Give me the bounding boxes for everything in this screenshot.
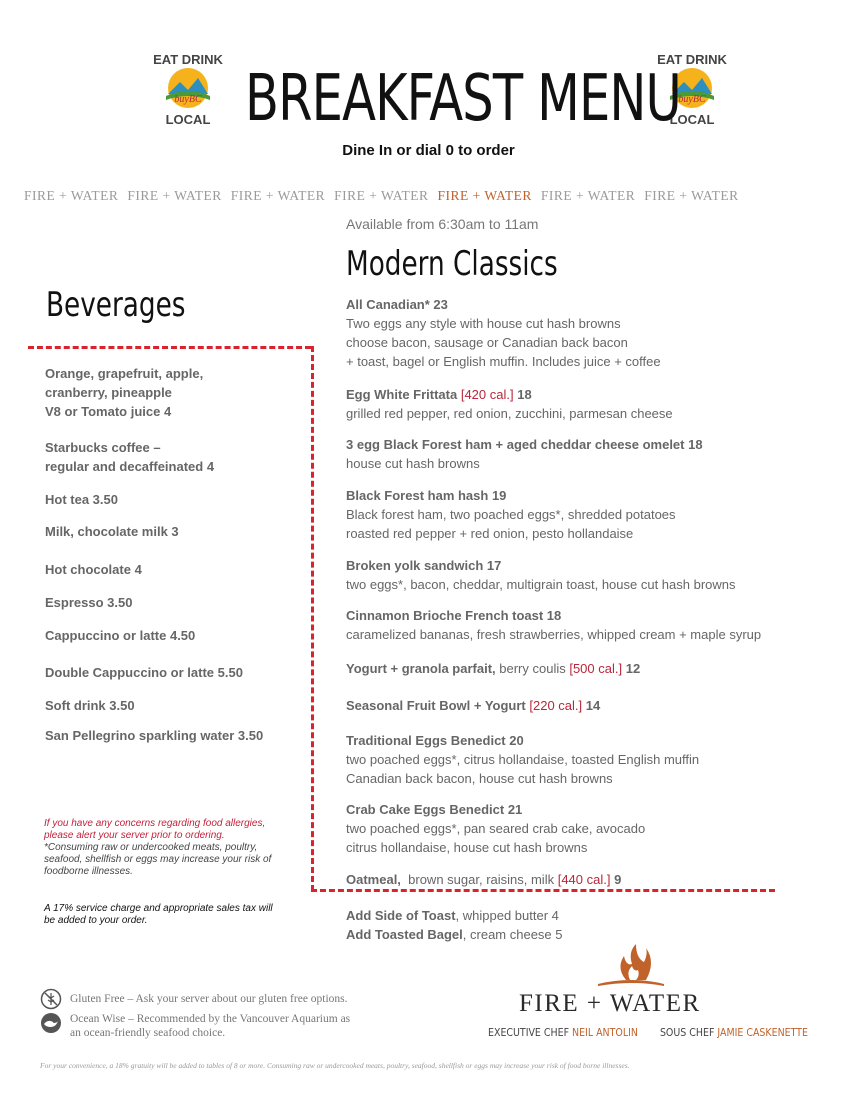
- strip-item-highlight: FIRE + WATER: [437, 188, 532, 203]
- item-desc: choose bacon, sausage or Canadian back bacon: [346, 335, 628, 350]
- ocean-wise-line: Ocean Wise – Recommended by the Vancouver Aquarium as: [70, 1013, 351, 1025]
- side-desc: , cream cheese 5: [462, 927, 563, 942]
- side-desc: , whipped butter 4: [455, 908, 559, 923]
- menu-item: [346, 606, 836, 644]
- chef-label: SOUS CHEF: [659, 1027, 718, 1039]
- menu-item: [346, 556, 836, 594]
- eat-drink-local-logo-left: [148, 44, 228, 132]
- beverage-item: Hot tea 3.50: [45, 492, 118, 507]
- item-desc: two eggs*, bacon, cheddar, multigrain toast, house cut hash browns: [346, 577, 736, 592]
- beverage-item: Cappuccino or latte 4.50: [45, 628, 196, 643]
- menu-item: [346, 870, 836, 889]
- gluten-free-legend: [40, 988, 348, 1010]
- page-title: BREAKFAST MENU: [245, 62, 681, 136]
- item-name: All Canadian* 23: [346, 297, 448, 312]
- beverage-item: Milk, chocolate milk 3: [45, 524, 179, 539]
- item-name: Traditional Eggs Benedict 20: [346, 733, 524, 748]
- strip-item: FIRE + WATER: [230, 188, 326, 203]
- item-desc: house cut hash browns: [346, 456, 480, 471]
- item-desc: Two eggs any style with house cut hash browns: [346, 316, 621, 331]
- item-desc: citrus hollandaise, house cut hash browns: [346, 840, 588, 855]
- item-price: 12: [625, 661, 641, 676]
- item-name: Broken yolk sandwich 17: [346, 558, 502, 573]
- chef-name: NEIL ANTOLIN: [572, 1027, 638, 1039]
- divider: [28, 346, 311, 349]
- svg-text:buyBC: buyBC: [678, 94, 706, 105]
- item-desc: two poached eggs*, citrus hollandaise, toasted English muffin: [346, 752, 700, 767]
- menu-item: [346, 295, 836, 371]
- item-name: Egg White Frittata: [346, 387, 458, 402]
- allergy-text: If you have any concerns regarding food allergies, please alert your server prior to ordering.: [44, 818, 266, 841]
- chef-label: EXECUTIVE CHEF: [488, 1027, 573, 1039]
- brand-strip: [24, 188, 834, 204]
- item-desc: brown sugar, raisins, milk: [400, 872, 558, 887]
- item-price: 14: [585, 698, 601, 713]
- strip-item: FIRE + WATER: [644, 188, 739, 203]
- modern-classics-heading: Modern Classics: [346, 244, 558, 284]
- svg-text:buyBC: buyBC: [174, 94, 202, 105]
- item-desc: roasted red pepper + red onion, pesto hollandaise: [346, 526, 634, 541]
- ocean-wise-icon: [40, 1012, 62, 1034]
- flame-logo-icon: [596, 940, 666, 990]
- ocean-wise-legend: [40, 1012, 350, 1040]
- gluten-free-icon: [40, 988, 62, 1010]
- menu-item: [346, 800, 836, 857]
- availability: Available from 6:30am to 11am: [346, 216, 539, 232]
- item-price: 9: [610, 872, 622, 887]
- item-name: 3 egg Black Forest ham + aged cheddar cheese omelet 18: [346, 437, 703, 452]
- calorie-badge: [220 cal.]: [529, 698, 583, 713]
- item-name: Black Forest ham hash 19: [346, 488, 507, 503]
- divider: [311, 889, 775, 892]
- footer-disclaimer: For your convenience, a 18% gratuity will be added to tables of 8 or more. Consuming raw or undercooked meats, poultry, seafood, shellfish or eggs may increase your risk of food borne illnesses.: [40, 1061, 630, 1070]
- ocean-wise-text: [70, 1012, 350, 1040]
- item-name: Yogurt + granola parfait,: [346, 661, 496, 676]
- strip-item: FIRE + WATER: [334, 188, 429, 203]
- page-subtitle: Dine In or dial 0 to order: [342, 142, 515, 159]
- beverages-heading: Beverages: [46, 285, 186, 325]
- beverage-item: Soft drink 3.50: [45, 698, 135, 713]
- chef-credits: [488, 1027, 808, 1039]
- menu-item: [346, 486, 836, 543]
- svg-text:LOCAL: LOCAL: [669, 112, 715, 127]
- beverage-item: Espresso 3.50: [45, 595, 133, 610]
- raw-food-warning: *Consuming raw or undercooked meats, poultry, seafood, shellfish or eggs may increase your risk of foodborne illnesses.: [44, 842, 272, 877]
- item-desc: grilled red pepper, red onion, zucchini, parmesan cheese: [346, 406, 673, 421]
- divider: [311, 346, 314, 891]
- ocean-wise-line: an ocean-friendly seafood choice.: [70, 1027, 226, 1039]
- item-name: Seasonal Fruit Bowl + Yogurt: [346, 698, 526, 713]
- sides: [346, 906, 563, 944]
- gluten-free-text: Gluten Free – Ask your server about our gluten free options.: [70, 993, 348, 1005]
- strip-item: FIRE + WATER: [127, 188, 222, 203]
- beverage-item: Double Cappuccino or latte 5.50: [45, 665, 243, 680]
- svg-text:EAT DRINK: EAT DRINK: [657, 52, 727, 67]
- beverage-item: San Pellegrino sparkling water 3.50: [45, 728, 264, 743]
- menu-item: [346, 731, 836, 788]
- item-desc: berry coulis: [495, 661, 570, 676]
- calorie-badge: [440 cal.]: [557, 872, 611, 887]
- side-name: Add Side of Toast: [346, 908, 456, 923]
- item-price: 18: [517, 387, 532, 402]
- strip-item: FIRE + WATER: [24, 188, 119, 203]
- item-desc: + toast, bagel or English muffin. Includes juice + coffee: [346, 354, 661, 369]
- allergy-notice: [44, 818, 274, 878]
- menu-item: [346, 435, 836, 473]
- menu-item: [346, 385, 836, 423]
- calorie-badge: [420 cal.]: [460, 387, 514, 402]
- item-desc: Canadian back bacon, house cut hash browns: [346, 771, 613, 786]
- menu-item: [346, 696, 836, 715]
- svg-text:EAT DRINK: EAT DRINK: [153, 52, 223, 67]
- item-name: Crab Cake Eggs Benedict 21: [346, 802, 523, 817]
- item-name: Oatmeal,: [346, 872, 401, 887]
- beverage-item: Starbucks coffee – regular and decaffeinated 4: [45, 440, 215, 474]
- item-desc: two poached eggs*, pan seared crab cake, avocado: [346, 821, 646, 836]
- calorie-badge: [500 cal.]: [569, 661, 623, 676]
- beverage-item: Orange, grapefruit, apple, cranberry, pineapple V8 or Tomato juice 4: [45, 366, 204, 419]
- side-name: Add Toasted Bagel: [346, 927, 463, 942]
- menu-item: [346, 659, 836, 678]
- beverage-item: Hot chocolate 4: [45, 562, 142, 577]
- strip-item: FIRE + WATER: [540, 188, 636, 203]
- chef-name: JAMIE CASKENETTE: [717, 1027, 808, 1039]
- item-desc: caramelized bananas, fresh strawberries, whipped cream + maple syrup: [346, 627, 762, 642]
- svg-text:LOCAL: LOCAL: [165, 112, 211, 127]
- service-charge-notice: A 17% service charge and appropriate sales tax will be added to your order.: [44, 903, 273, 926]
- item-name: Cinnamon Brioche French toast 18: [346, 608, 562, 623]
- item-desc: Black forest ham, two poached eggs*, shredded potatoes: [346, 507, 676, 522]
- brand-name: FIRE + WATER: [519, 990, 701, 1017]
